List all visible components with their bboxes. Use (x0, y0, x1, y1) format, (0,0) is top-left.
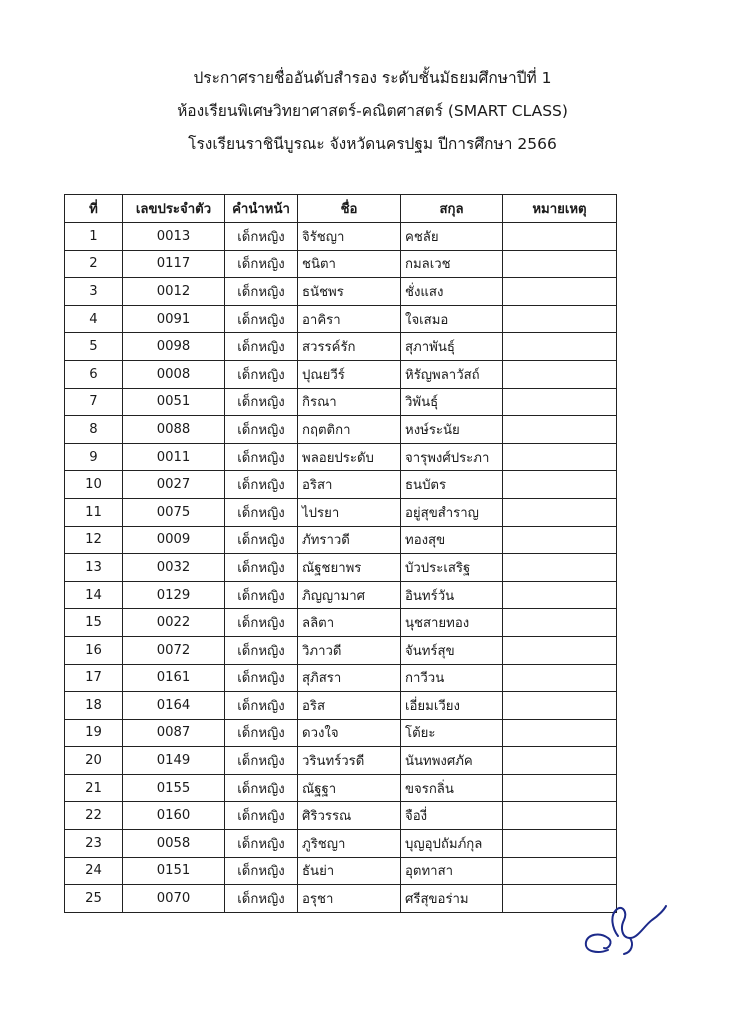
first-name: กฤตติกา (298, 416, 401, 444)
row-number: 5 (65, 333, 123, 361)
table-row (65, 719, 617, 747)
table-header-row (65, 195, 617, 223)
row-number: 18 (65, 692, 123, 720)
last-name: จืองี่ (401, 802, 503, 830)
note-cell (503, 830, 617, 858)
table-row (65, 857, 617, 885)
table-row (65, 692, 617, 720)
note-cell (503, 443, 617, 471)
name-prefix: เด็กหญิง (225, 747, 298, 775)
name-prefix: เด็กหญิง (225, 471, 298, 499)
student-id: 0075 (123, 498, 225, 526)
table-row (65, 498, 617, 526)
name-prefix: เด็กหญิง (225, 830, 298, 858)
last-name: อินทร์วัน (401, 581, 503, 609)
row-number: 23 (65, 830, 123, 858)
student-id: 0129 (123, 581, 225, 609)
school-year-line: โรงเรียนราชินีบูรณะ จังหวัดนครปฐม ปีการศึกษา 2566 (188, 135, 557, 153)
row-number: 13 (65, 554, 123, 582)
student-id: 0149 (123, 747, 225, 775)
announcement-title: ประกาศรายชื่ออันดับสำรอง ระดับชั้นมัธยมศึกษาปีที่ 1 (193, 69, 552, 87)
last-name: หงษ์ระนัย (401, 416, 503, 444)
signature-stroke-tail (624, 938, 632, 954)
last-name: นันทพงศภัค (401, 747, 503, 775)
student-id: 0011 (123, 443, 225, 471)
table-row (65, 305, 617, 333)
last-name: กมลเวช (401, 250, 503, 278)
last-name: จารุพงศ์ประภา (401, 443, 503, 471)
table-row (65, 830, 617, 858)
student-id: 0117 (123, 250, 225, 278)
column-header-prefix: คำนำหน้า (225, 195, 298, 223)
handwritten-signature (578, 898, 670, 958)
student-id: 0032 (123, 554, 225, 582)
first-name: ภิญญามาศ (298, 581, 401, 609)
first-name: อริส (298, 692, 401, 720)
first-name: ดวงใจ (298, 719, 401, 747)
first-name: วรินทร์วรดี (298, 747, 401, 775)
last-name: อยู่สุขสำราญ (401, 498, 503, 526)
student-id: 0091 (123, 305, 225, 333)
student-id: 0151 (123, 857, 225, 885)
student-id: 0058 (123, 830, 225, 858)
row-number: 16 (65, 636, 123, 664)
first-name: ภัทราวดี (298, 526, 401, 554)
last-name: วิพันธุ์ (401, 388, 503, 416)
last-name: บัวประเสริฐ (401, 554, 503, 582)
row-number: 21 (65, 774, 123, 802)
class-program-title: ห้องเรียนพิเศษวิทยาศาสตร์-คณิตศาสตร์ (SMART CLASS) (177, 102, 568, 120)
name-prefix: เด็กหญิง (225, 278, 298, 306)
last-name: นุชสายทอง (401, 609, 503, 637)
first-name: ภูริชญา (298, 830, 401, 858)
row-number: 10 (65, 471, 123, 499)
table-row (65, 747, 617, 775)
first-name: อาคิรา (298, 305, 401, 333)
note-cell (503, 747, 617, 775)
last-name: ชั่งแสง (401, 278, 503, 306)
name-prefix: เด็กหญิง (225, 774, 298, 802)
name-prefix: เด็กหญิง (225, 305, 298, 333)
column-header-last-name: สกุล (401, 195, 503, 223)
row-number: 24 (65, 857, 123, 885)
signature-strokes (586, 906, 666, 954)
last-name: ทองสุข (401, 526, 503, 554)
column-header-first-name: ชื่อ (298, 195, 401, 223)
row-number: 25 (65, 885, 123, 913)
student-id: 0008 (123, 360, 225, 388)
table-row (65, 416, 617, 444)
name-prefix: เด็กหญิง (225, 885, 298, 913)
last-name: ศรีสุขอร่าม (401, 885, 503, 913)
first-name: ณัฐชยาพร (298, 554, 401, 582)
name-prefix: เด็กหญิง (225, 664, 298, 692)
table-row (65, 554, 617, 582)
first-name: ไปรยา (298, 498, 401, 526)
first-name: สุภิสรา (298, 664, 401, 692)
name-prefix: เด็กหญิง (225, 581, 298, 609)
student-id: 0087 (123, 719, 225, 747)
first-name: ณัฐฐา (298, 774, 401, 802)
first-name: อรุชา (298, 885, 401, 913)
row-number: 20 (65, 747, 123, 775)
signature-stroke-loop (612, 906, 666, 938)
note-cell (503, 333, 617, 361)
student-id: 0013 (123, 223, 225, 251)
row-number: 8 (65, 416, 123, 444)
table-row (65, 278, 617, 306)
student-id: 0160 (123, 802, 225, 830)
note-cell (503, 223, 617, 251)
row-number: 7 (65, 388, 123, 416)
note-cell (503, 416, 617, 444)
last-name: อุตทาสา (401, 857, 503, 885)
document-header (0, 62, 745, 161)
student-id: 0009 (123, 526, 225, 554)
student-id: 0161 (123, 664, 225, 692)
table-row (65, 802, 617, 830)
student-id: 0027 (123, 471, 225, 499)
note-cell (503, 360, 617, 388)
column-header-note: หมายเหตุ (503, 195, 617, 223)
name-prefix: เด็กหญิง (225, 692, 298, 720)
note-cell (503, 305, 617, 333)
row-number: 4 (65, 305, 123, 333)
name-prefix: เด็กหญิง (225, 857, 298, 885)
name-prefix: เด็กหญิง (225, 250, 298, 278)
table-row (65, 333, 617, 361)
first-name: ลลิตา (298, 609, 401, 637)
student-id: 0155 (123, 774, 225, 802)
student-id: 0012 (123, 278, 225, 306)
last-name: โต้ยะ (401, 719, 503, 747)
table-row (65, 774, 617, 802)
student-id: 0070 (123, 885, 225, 913)
row-number: 12 (65, 526, 123, 554)
last-name: คชลัย (401, 223, 503, 251)
table-row (65, 471, 617, 499)
note-cell (503, 857, 617, 885)
note-cell (503, 526, 617, 554)
first-name: วิภาวดี (298, 636, 401, 664)
first-name: ศิริวรรณ (298, 802, 401, 830)
row-number: 9 (65, 443, 123, 471)
table-row (65, 636, 617, 664)
note-cell (503, 609, 617, 637)
note-cell (503, 471, 617, 499)
first-name: จิรัชญา (298, 223, 401, 251)
note-cell (503, 498, 617, 526)
note-cell (503, 664, 617, 692)
last-name: ขจรกลิ่น (401, 774, 503, 802)
first-name: ธันย่า (298, 857, 401, 885)
table-row (65, 581, 617, 609)
table-row (65, 526, 617, 554)
table-row (65, 885, 617, 913)
row-number: 1 (65, 223, 123, 251)
row-number: 11 (65, 498, 123, 526)
note-cell (503, 719, 617, 747)
student-id: 0164 (123, 692, 225, 720)
table-row (65, 388, 617, 416)
name-prefix: เด็กหญิง (225, 416, 298, 444)
row-number: 19 (65, 719, 123, 747)
name-prefix: เด็กหญิง (225, 636, 298, 664)
note-cell (503, 250, 617, 278)
table-row (65, 360, 617, 388)
row-number: 14 (65, 581, 123, 609)
note-cell (503, 692, 617, 720)
row-number: 2 (65, 250, 123, 278)
first-name: ปุณยวีร์ (298, 360, 401, 388)
row-number: 17 (65, 664, 123, 692)
first-name: อริสา (298, 471, 401, 499)
name-prefix: เด็กหญิง (225, 526, 298, 554)
last-name: หิรัญพลาวัสถ์ (401, 360, 503, 388)
column-header-no: ที่ (65, 195, 123, 223)
table-row (65, 223, 617, 251)
note-cell (503, 774, 617, 802)
note-cell (503, 554, 617, 582)
table-row (65, 443, 617, 471)
last-name: จันทร์สุข (401, 636, 503, 664)
name-prefix: เด็กหญิง (225, 388, 298, 416)
name-prefix: เด็กหญิง (225, 333, 298, 361)
name-prefix: เด็กหญิง (225, 609, 298, 637)
last-name: ธนบัตร (401, 471, 503, 499)
row-number: 15 (65, 609, 123, 637)
name-prefix: เด็กหญิง (225, 223, 298, 251)
student-id: 0072 (123, 636, 225, 664)
last-name: เอี่ยมเวียง (401, 692, 503, 720)
name-prefix: เด็กหญิง (225, 719, 298, 747)
first-name: ชนิตา (298, 250, 401, 278)
name-prefix: เด็กหญิง (225, 498, 298, 526)
first-name: พลอยประดับ (298, 443, 401, 471)
name-prefix: เด็กหญิง (225, 360, 298, 388)
student-id: 0022 (123, 609, 225, 637)
row-number: 22 (65, 802, 123, 830)
first-name: สวรรค์รัก (298, 333, 401, 361)
row-number: 3 (65, 278, 123, 306)
last-name: บุญอุปถัมภ์กุล (401, 830, 503, 858)
student-id: 0098 (123, 333, 225, 361)
first-name: กิรณา (298, 388, 401, 416)
name-prefix: เด็กหญิง (225, 802, 298, 830)
last-name: ใจเสมอ (401, 305, 503, 333)
note-cell (503, 388, 617, 416)
last-name: กาวีวน (401, 664, 503, 692)
table-row (65, 664, 617, 692)
column-header-id: เลขประจำตัว (123, 195, 225, 223)
student-id: 0088 (123, 416, 225, 444)
reserve-list-table (64, 194, 617, 913)
note-cell (503, 802, 617, 830)
name-prefix: เด็กหญิง (225, 443, 298, 471)
note-cell (503, 278, 617, 306)
note-cell (503, 636, 617, 664)
first-name: ธนัชพร (298, 278, 401, 306)
student-id: 0051 (123, 388, 225, 416)
signature-stroke-main (586, 935, 611, 952)
name-prefix: เด็กหญิง (225, 554, 298, 582)
table-row (65, 250, 617, 278)
table-row (65, 609, 617, 637)
last-name: สุภาพันธุ์ (401, 333, 503, 361)
row-number: 6 (65, 360, 123, 388)
table-body (65, 223, 617, 913)
note-cell (503, 581, 617, 609)
